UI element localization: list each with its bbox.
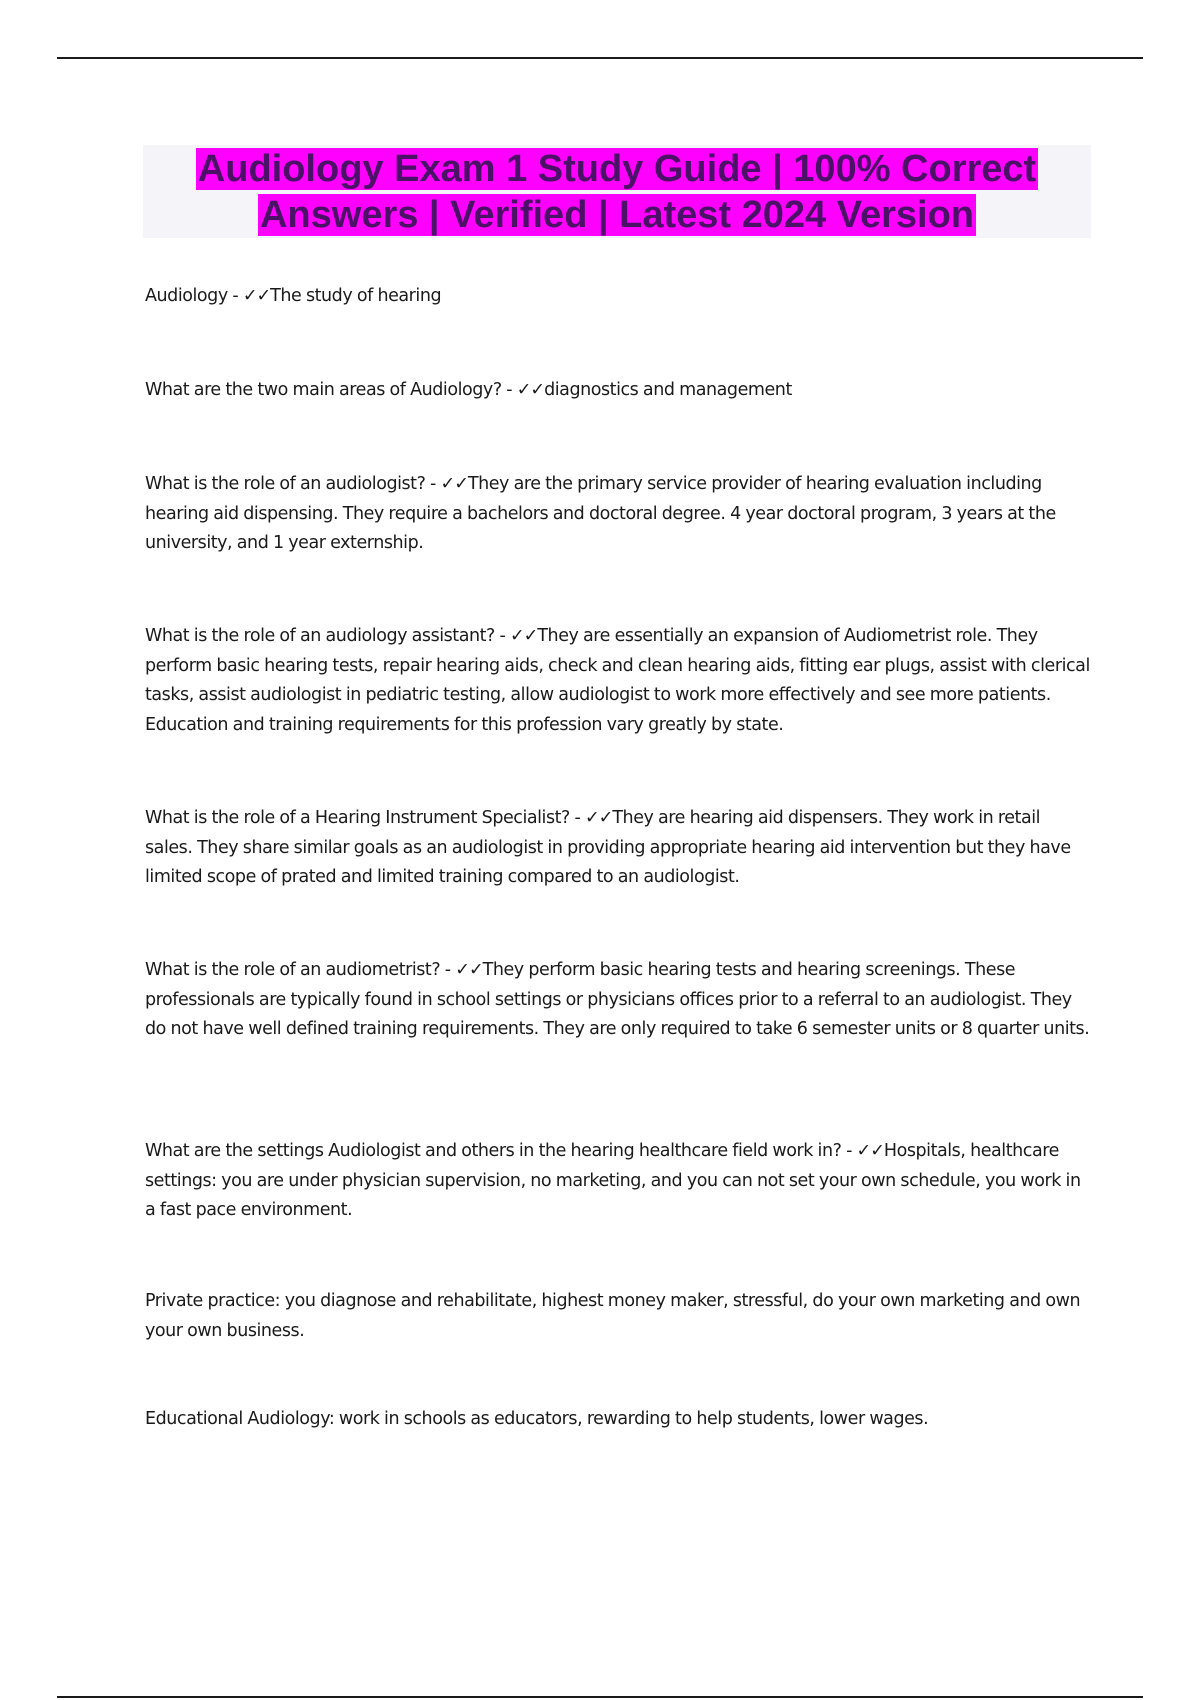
double-check-icon: ✓✓ — [516, 380, 545, 400]
answer-text: Hospitals, healthcare settings: you are under physician supervision, no marketing, and you can not set your own schedule, you work in a fast pace environment. — [145, 1141, 1081, 1220]
qa-entry — [145, 622, 1090, 740]
question-text: What are the settings Audiologist and others in the hearing healthcare field work in? - — [145, 1141, 857, 1161]
paragraph-private-practice: Private practice: you diagnose and rehabilitate, highest money maker, stressful, do your own marketing and own your own business. — [145, 1291, 1081, 1341]
bottom-rule — [57, 1696, 1143, 1698]
answer-text: The study of hearing — [270, 286, 442, 306]
double-check-icon: ✓✓ — [242, 286, 271, 306]
question-text: What are the two main areas of Audiology? - — [145, 380, 517, 400]
title-band — [143, 145, 1091, 238]
question-text: What is the role of an audiologist? - — [145, 474, 441, 494]
qa-entry — [145, 804, 1090, 893]
answer-text: They perform basic hearing tests and hearing screenings. These professionals are typically found in school settings or physicians offices prior to a referral to an audiologist. They do not have well defined training requirements. They are only required to take 6 semester units or 8 quarter units. — [145, 960, 1090, 1039]
answer-text: They are hearing aid dispensers. They work in retail sales. They share similar goals as an audiologist in providing appropriate hearing aid intervention but they have limited scope of prated and limited training compared to an audiologist. — [145, 808, 1071, 887]
question-text: What is the role of an audiometrist? - — [145, 960, 456, 980]
top-rule — [57, 57, 1143, 59]
paragraph-educational-audiology: Educational Audiology: work in schools as educators, rewarding to help students, lower wages. — [145, 1409, 929, 1429]
answer-text: diagnostics and management — [544, 380, 792, 400]
question-text: Audiology - — [145, 286, 243, 306]
double-check-icon: ✓✓ — [856, 1141, 884, 1161]
question-text: What is the role of a Hearing Instrument Specialist? - — [145, 808, 585, 828]
qa-entry — [145, 470, 1090, 559]
qa-entry — [145, 376, 792, 406]
double-check-icon: ✓✓ — [455, 960, 483, 980]
qa-entry — [145, 956, 1090, 1045]
document-title: Audiology Exam 1 Study Guide | 100% Correct Answers | Verified | Latest 2024 Version — [197, 148, 1037, 236]
double-check-icon: ✓✓ — [509, 626, 538, 646]
qa-entry — [145, 1137, 1090, 1226]
answer-text: They are the primary service provider of hearing evaluation including hearing aid dispensing. They require a bachelors and doctoral degree. 4 year doctoral program, 3 years at the university, and 1 year externship. — [145, 474, 1056, 553]
double-check-icon: ✓✓ — [440, 474, 468, 494]
answer-text: They are essentially an expansion of Audiometrist role. They perform basic hearing tests, repair hearing aids, check and clean hearing aids, fitting ear plugs, assist with clerical tasks, assist audiologist in pediatric testing, allow audiologist to work more effectively and see more patients. Education and training requirements for this profession vary greatly by state. — [145, 626, 1090, 735]
qa-entry — [145, 282, 441, 312]
question-text: What is the role of an audiology assistant? - — [145, 626, 510, 646]
double-check-icon: ✓✓ — [584, 808, 613, 828]
